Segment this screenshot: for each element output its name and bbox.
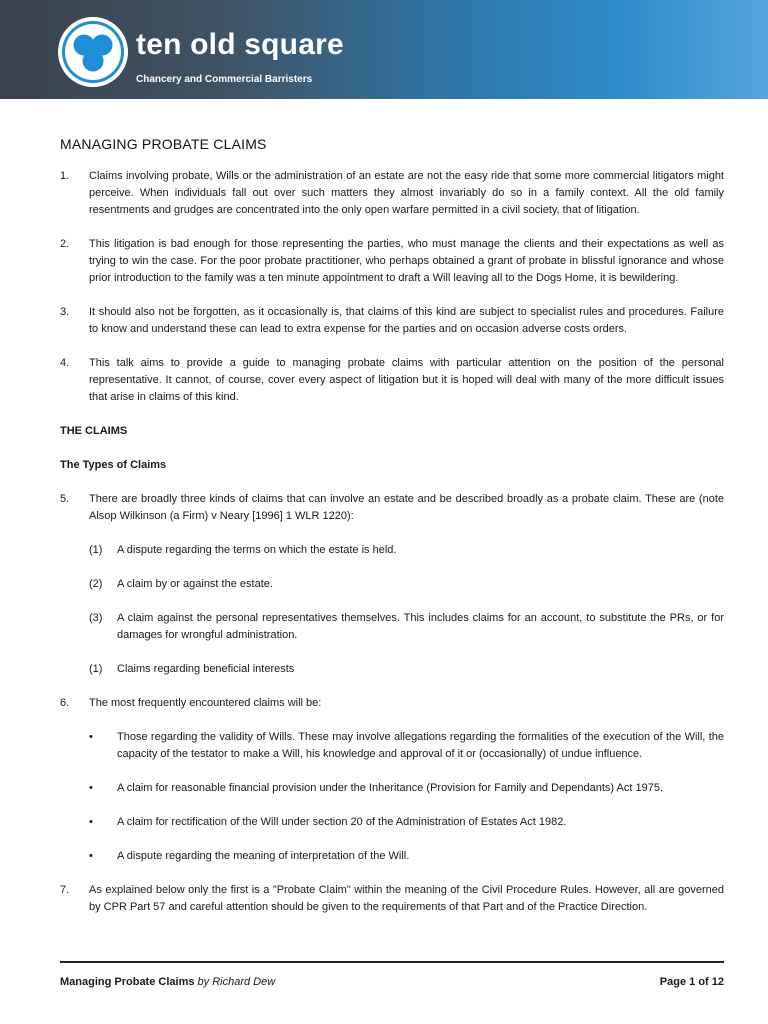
section-heading: THE CLAIMS (60, 425, 128, 437)
bullet-item (89, 814, 724, 831)
sub-item-text: A claim against the personal representatives themselves. This includes claims for an account, to substitute the PRs, or for damages for wrongful administration. (117, 612, 724, 641)
sub-item-number: (1) (89, 663, 103, 675)
sub-item-number: (1) (89, 544, 103, 556)
footer-title (60, 975, 275, 989)
sub-item-number: (3) (89, 612, 103, 624)
paragraph-number: 4. (60, 357, 70, 369)
paragraph-text: As explained below only the first is a "Probate Claim" within the meaning of the Civil Procedure Rules. However, all are governed by CPR Part 57 and careful attention should be given to the requirements of that Part and of the Practice Direction. (89, 884, 724, 913)
paragraph-number: 6. (60, 697, 70, 709)
bullet-text: A claim for reasonable financial provision under the Inheritance (Provision for Family and Dependants) Act 1975. (117, 782, 664, 794)
paragraph-text: The most frequently encountered claims will be: (89, 697, 322, 709)
paragraph-text: This litigation is bad enough for those representing the parties, who must manage the clients and their expectations as well as trying to win the case. For the poor probate practitioner, who perhaps obtained a grant of probate in blissful ignorance and whose prior introduction to the family was a ten minute appointment to draft a Will leaving all to the Dogs Home, it is bewildering. (89, 238, 724, 284)
paragraph-4 (60, 355, 724, 406)
paragraph-3 (60, 304, 724, 338)
bullet-icon: • (89, 782, 93, 794)
footer-byline: by Richard Dew (197, 976, 276, 988)
footer-doc-title: Managing Probate Claims (60, 976, 195, 988)
page-number: Page 1 of 12 (659, 976, 724, 988)
brand-name: ten old square (136, 28, 344, 61)
document-body (60, 134, 724, 933)
bullet-icon: • (89, 816, 93, 828)
paragraph-text: It should also not be forgotten, as it occasionally is, that claims of this kind are subject to specialist rules and procedures. Failure to know and understand these can lead to extra expense for the parties and on occasion adverse costs orders. (89, 306, 724, 335)
page-header (0, 0, 768, 99)
sub-item (89, 661, 724, 678)
paragraph-number: 5. (60, 493, 70, 505)
brand-tagline: Chancery and Commercial Barristers (136, 74, 313, 85)
subsection-heading: The Types of Claims (60, 459, 167, 471)
paragraph-1 (60, 168, 724, 219)
sub-item (89, 610, 724, 644)
paragraph-number: 7. (60, 884, 70, 896)
paragraph-6 (60, 695, 724, 712)
bullet-item (89, 729, 724, 763)
bullet-icon: • (89, 850, 93, 862)
paragraph-2 (60, 236, 724, 287)
bullet-text: A dispute regarding the meaning of interpretation of the Will. (117, 850, 410, 862)
sub-item-text: A claim by or against the estate. (117, 578, 273, 590)
three-circle-logo-icon (57, 16, 129, 88)
sub-item (89, 542, 724, 559)
footer-divider (60, 961, 724, 963)
bullet-text: A claim for rectification of the Will under section 20 of the Administration of Estates Act 1982. (117, 816, 567, 828)
sub-item (89, 576, 724, 593)
paragraph-number: 3. (60, 306, 70, 318)
paragraph-5 (60, 491, 724, 525)
sub-item-number: (2) (89, 578, 103, 590)
paragraph-number: 2. (60, 238, 70, 250)
bullet-text: Those regarding the validity of Wills. These may involve allegations regarding the formalities of the execution of the Will, the capacity of the testator to make a Will, his knowledge and approval of it or (occasionally) of undue influence. (117, 731, 724, 760)
sub-item-text: Claims regarding beneficial interests (117, 663, 295, 675)
paragraph-text: Claims involving probate, Wills or the administration of an estate are not the easy ride that some more commercial litigators might perceive. When individuals fall out over such matters they almost invariably do so in a family context. All the old family resentments and grudges are concentrated into the only open warfare permitted in a civil society, that of litigation. (89, 170, 724, 216)
bullet-item (89, 780, 724, 797)
bullet-item (89, 848, 724, 865)
paragraph-text: This talk aims to provide a guide to managing probate claims with particular attention on the position of the personal representative. It cannot, of course, cover every aspect of litigation but it is hoped will deal with many of the more difficult issues that arise in claims of this kind. (89, 357, 724, 403)
document-title: MANAGING PROBATE CLAIMS (60, 136, 267, 152)
bullet-icon: • (89, 731, 93, 743)
paragraph-7 (60, 882, 724, 916)
paragraph-text: There are broadly three kinds of claims that can involve an estate and be described broadly as a probate claim. These are (note Alsop Wilkinson (a Firm) v Neary [1996] 1 WLR 1220): (89, 493, 724, 522)
paragraph-number: 1. (60, 170, 70, 182)
sub-item-text: A dispute regarding the terms on which the estate is held. (117, 544, 397, 556)
